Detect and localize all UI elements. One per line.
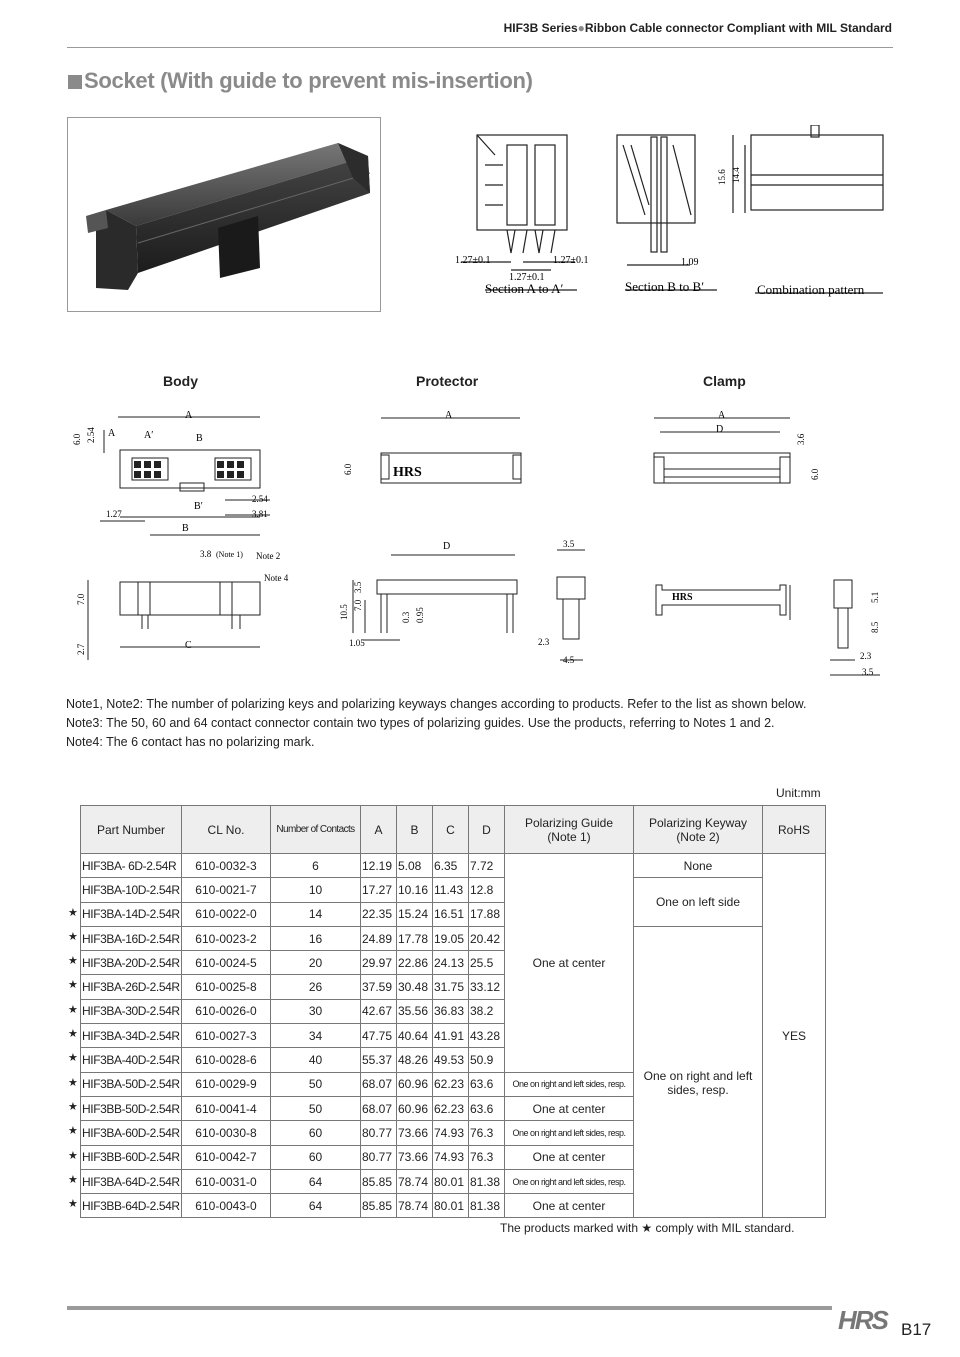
svg-text:1.27±0.1: 1.27±0.1	[455, 255, 491, 266]
part-number	[68, 1048, 182, 1072]
contacts: 60	[271, 1145, 361, 1169]
svg-text:2.3: 2.3	[538, 637, 550, 647]
cl-number: 610-0026-0	[182, 999, 271, 1023]
dim-b: 40.64	[397, 1024, 433, 1048]
contacts: 10	[271, 878, 361, 902]
square-bullet-icon	[68, 75, 82, 89]
col-keyway: Polarizing Keyway (Note 2)	[634, 806, 763, 854]
table-row	[81, 926, 826, 950]
polarizing-guide: One on right and left sides, resp.	[505, 1169, 634, 1193]
table-row	[81, 878, 826, 902]
table-header	[81, 806, 826, 854]
part-number-text: HIF3BB-64D-2.54R	[82, 1198, 180, 1213]
mil-star-icon: ★	[68, 930, 78, 943]
svg-text:14.4: 14.4	[731, 167, 741, 183]
dim-a: 85.85	[361, 1194, 397, 1218]
svg-text:B: B	[196, 433, 203, 444]
dim-c: 62.23	[433, 1096, 469, 1120]
dim-d: 17.88	[469, 902, 505, 926]
contacts: 26	[271, 975, 361, 999]
dim-b: 30.48	[397, 975, 433, 999]
header-subtitle: Ribbon Cable connector Compliant with MIL Standard	[584, 21, 892, 35]
dim-c: 62.23	[433, 1072, 469, 1096]
dim-a: 22.35	[361, 902, 397, 926]
svg-text:B: B	[182, 523, 189, 534]
dim-d: 7.72	[469, 854, 505, 878]
svg-text:6.0: 6.0	[72, 433, 82, 445]
part-number-text: HIF3BA- 6D-2.54R	[82, 858, 177, 873]
cl-number: 610-0042-7	[182, 1145, 271, 1169]
svg-text:0.3: 0.3	[401, 611, 411, 623]
part-number-text: HIF3BA-40D-2.54R	[82, 1053, 180, 1068]
svg-text:D: D	[716, 424, 724, 435]
dim-d: 50.9	[469, 1048, 505, 1072]
dim-c: 74.93	[433, 1145, 469, 1169]
svg-text:7.0: 7.0	[76, 593, 86, 605]
svg-text:3.5: 3.5	[862, 667, 874, 677]
page-title	[68, 68, 533, 94]
col-c: C	[433, 806, 469, 854]
clamp-label: Clamp	[703, 373, 746, 389]
svg-text:1.27: 1.27	[106, 509, 122, 519]
part-number-text: HIF3BB-60D-2.54R	[82, 1150, 180, 1165]
svg-text:B′: B′	[194, 501, 203, 512]
svg-text:0.95: 0.95	[415, 607, 425, 623]
part-number-text: HIF3BA-10D-2.54R	[82, 882, 180, 897]
dim-c: 16.51	[433, 902, 469, 926]
section-drawings	[455, 125, 895, 305]
dim-c: 11.43	[433, 878, 469, 902]
svg-text:5.1: 5.1	[870, 591, 880, 603]
svg-text:D: D	[443, 541, 451, 552]
polarizing-guide: One on right and left sides, resp.	[505, 1121, 634, 1145]
dim-b: 22.86	[397, 951, 433, 975]
contacts: 40	[271, 1048, 361, 1072]
svg-text:2.54: 2.54	[86, 427, 96, 443]
svg-text:1.05: 1.05	[349, 638, 365, 648]
dim-d: 81.38	[469, 1194, 505, 1218]
dim-b: 35.56	[397, 999, 433, 1023]
dim-b: 60.96	[397, 1072, 433, 1096]
mil-star-icon: ★	[68, 1100, 78, 1113]
mil-star-icon: ★	[68, 1125, 78, 1138]
svg-text:HRS: HRS	[672, 592, 693, 603]
contacts: 50	[271, 1096, 361, 1120]
svg-text:15.6: 15.6	[717, 169, 727, 185]
body-drawing	[70, 405, 305, 660]
contacts: 64	[271, 1194, 361, 1218]
part-number	[68, 1145, 182, 1169]
title-text: Socket (With guide to prevent mis-insertion)	[84, 68, 533, 93]
svg-text:1.27±0.1: 1.27±0.1	[509, 272, 545, 283]
cl-number: 610-0030-8	[182, 1121, 271, 1145]
footnote: The products marked with ★ comply with MIL standard.	[500, 1221, 795, 1235]
cl-number: 610-0021-7	[182, 878, 271, 902]
dim-b: 60.96	[397, 1096, 433, 1120]
cl-number: 610-0022-0	[182, 902, 271, 926]
footer-rule	[67, 1306, 832, 1310]
dim-d: 43.28	[469, 1024, 505, 1048]
note-1: Note1, Note2: The number of polarizing keys and polarizing keyways changes according to products. Refer to the list as shown below.	[66, 697, 807, 711]
dim-a: 37.59	[361, 975, 397, 999]
polarizing-keyway: None	[634, 854, 763, 878]
cl-number: 610-0028-6	[182, 1048, 271, 1072]
mil-star-icon: ★	[68, 1076, 78, 1089]
svg-text:3.6: 3.6	[796, 433, 806, 445]
polarizing-keyway: One on right and left sides, resp.	[634, 926, 763, 1218]
dim-a: 24.89	[361, 926, 397, 950]
page-number: B17	[901, 1320, 932, 1339]
dim-a: 80.77	[361, 1145, 397, 1169]
mil-star-icon: ★	[68, 1198, 78, 1211]
dim-a: 80.77	[361, 1121, 397, 1145]
svg-text:2.54: 2.54	[252, 494, 268, 504]
svg-text:A: A	[185, 410, 193, 421]
svg-text:Combination pattern: Combination pattern	[757, 282, 865, 297]
mil-star-icon: ★	[68, 1028, 78, 1041]
svg-text:3.8: 3.8	[200, 549, 212, 559]
svg-text:3.5: 3.5	[563, 539, 575, 549]
dim-b: 73.66	[397, 1145, 433, 1169]
mil-star-icon: ★	[68, 1052, 78, 1065]
body-label: Body	[163, 373, 198, 389]
dim-d: 12.8	[469, 878, 505, 902]
dim-d: 33.12	[469, 975, 505, 999]
dim-d: 81.38	[469, 1169, 505, 1193]
dim-b: 78.74	[397, 1194, 433, 1218]
col-contacts: Number of Contacts	[271, 806, 361, 854]
contacts: 20	[271, 951, 361, 975]
dim-b: 17.78	[397, 926, 433, 950]
part-number	[68, 1072, 182, 1096]
cl-number: 610-0032-3	[182, 854, 271, 878]
dim-b: 78.74	[397, 1169, 433, 1193]
svg-text:Note 2: Note 2	[256, 551, 281, 561]
svg-text:4.5: 4.5	[563, 655, 575, 665]
series-name: HIF3B Series	[503, 21, 578, 35]
svg-text:8.5: 8.5	[870, 621, 880, 633]
part-number	[81, 878, 182, 902]
dim-c: 49.53	[433, 1048, 469, 1072]
polarizing-guide: One at center	[505, 1145, 634, 1169]
cl-number: 610-0025-8	[182, 975, 271, 999]
dim-d: 25.5	[469, 951, 505, 975]
cl-number: 610-0029-9	[182, 1072, 271, 1096]
svg-text:C: C	[185, 640, 192, 651]
part-number-text: HIF3BA-16D-2.54R	[82, 931, 180, 946]
dim-b: 15.24	[397, 902, 433, 926]
svg-text:1.09: 1.09	[681, 257, 699, 268]
part-number	[68, 999, 182, 1023]
part-number-text: HIF3BA-20D-2.54R	[82, 955, 180, 970]
cl-number: 610-0041-4	[182, 1096, 271, 1120]
col-d: D	[469, 806, 505, 854]
cl-number: 610-0027-3	[182, 1024, 271, 1048]
polarizing-guide: One at center	[505, 854, 634, 1073]
mil-star-icon: ★	[68, 1003, 78, 1016]
part-number-text: HIF3BA-50D-2.54R	[82, 1077, 180, 1092]
part-number	[68, 1096, 182, 1120]
svg-text:A: A	[108, 428, 116, 439]
contacts: 64	[271, 1169, 361, 1193]
contacts: 60	[271, 1121, 361, 1145]
dim-c: 74.93	[433, 1121, 469, 1145]
svg-text:A′: A′	[144, 430, 154, 441]
dim-a: 47.75	[361, 1024, 397, 1048]
svg-text:10.5: 10.5	[339, 604, 349, 620]
svg-text:(Note 1): (Note 1)	[216, 550, 243, 559]
col-part: Part Number	[81, 806, 182, 854]
mil-star-icon: ★	[68, 906, 78, 919]
bullet-icon: ●	[577, 21, 585, 35]
svg-text:3.81: 3.81	[252, 509, 268, 519]
part-number	[68, 1024, 182, 1048]
part-number-text: HIF3BA-60D-2.54R	[82, 1125, 180, 1140]
dim-d: 20.42	[469, 926, 505, 950]
part-number	[68, 951, 182, 975]
dim-a: 68.07	[361, 1096, 397, 1120]
dim-a: 29.97	[361, 951, 397, 975]
svg-text:2.7: 2.7	[76, 643, 86, 655]
dim-b: 10.16	[397, 878, 433, 902]
dim-d: 63.6	[469, 1072, 505, 1096]
cl-number: 610-0023-2	[182, 926, 271, 950]
part-number	[68, 926, 182, 950]
contacts: 50	[271, 1072, 361, 1096]
note-3: Note3: The 50, 60 and 64 contact connector contain two types of polarizing guides. Use the products, referring to Notes 1 and 2.	[66, 716, 775, 730]
col-a: A	[361, 806, 397, 854]
clamp-drawing	[640, 405, 885, 685]
svg-text:HRS: HRS	[393, 465, 422, 480]
contacts: 34	[271, 1024, 361, 1048]
col-cl: CL No.	[182, 806, 271, 854]
protector-drawing	[335, 405, 595, 670]
protector-label: Protector	[416, 373, 479, 389]
part-number-text: HIF3BA-34D-2.54R	[82, 1028, 180, 1043]
dim-a: 42.67	[361, 999, 397, 1023]
svg-text:3.5: 3.5	[353, 581, 363, 593]
part-number	[68, 1121, 182, 1145]
polarizing-guide: One on right and left sides, resp.	[505, 1072, 634, 1096]
mil-star-icon: ★	[68, 1173, 78, 1186]
dim-c: 31.75	[433, 975, 469, 999]
header-rule	[67, 47, 893, 48]
mil-star-icon: ★	[68, 1149, 78, 1162]
svg-text:1.27±0.1: 1.27±0.1	[553, 255, 589, 266]
unit-label: Unit:mm	[776, 786, 821, 800]
part-number-text: HIF3BA-30D-2.54R	[82, 1004, 180, 1019]
svg-text:7.0: 7.0	[353, 599, 363, 611]
table-row	[81, 854, 826, 878]
col-rohs: RoHS	[763, 806, 826, 854]
dim-b: 48.26	[397, 1048, 433, 1072]
notes	[66, 695, 806, 752]
dim-a: 17.27	[361, 878, 397, 902]
hrs-logo: HRS	[838, 1305, 887, 1335]
dim-d: 76.3	[469, 1145, 505, 1169]
dim-a: 12.19	[361, 854, 397, 878]
dim-b: 73.66	[397, 1121, 433, 1145]
product-photo	[67, 117, 381, 312]
mil-star-icon: ★	[68, 979, 78, 992]
contacts: 30	[271, 999, 361, 1023]
svg-text:A: A	[718, 410, 726, 421]
dim-b: 5.08	[397, 854, 433, 878]
note-4: Note4: The 6 contact has no polarizing mark.	[66, 735, 315, 749]
part-number	[81, 854, 182, 878]
svg-text:Section A to A′: Section A to A′	[485, 281, 564, 296]
dim-a: 55.37	[361, 1048, 397, 1072]
col-b: B	[397, 806, 433, 854]
dim-c: 80.01	[433, 1194, 469, 1218]
dim-c: 24.13	[433, 951, 469, 975]
dim-c: 41.91	[433, 1024, 469, 1048]
dim-a: 68.07	[361, 1072, 397, 1096]
part-number-text: HIF3BA-14D-2.54R	[82, 907, 180, 922]
col-guide: Polarizing Guide (Note 1)	[505, 806, 634, 854]
cl-number: 610-0024-5	[182, 951, 271, 975]
svg-text:Section B to B′: Section B to B′	[625, 279, 705, 294]
contacts: 6	[271, 854, 361, 878]
contacts: 16	[271, 926, 361, 950]
dim-c: 36.83	[433, 999, 469, 1023]
dim-c: 6.35	[433, 854, 469, 878]
svg-text:A: A	[445, 410, 453, 421]
part-number	[68, 1169, 182, 1193]
dim-a: 85.85	[361, 1169, 397, 1193]
cl-number: 610-0043-0	[182, 1194, 271, 1218]
polarizing-guide: One at center	[505, 1194, 634, 1218]
rohs: YES	[763, 854, 826, 1218]
svg-text:Note 4: Note 4	[264, 573, 289, 583]
part-number	[68, 902, 182, 926]
svg-text:6.0: 6.0	[810, 468, 820, 480]
dim-c: 19.05	[433, 926, 469, 950]
page-header	[504, 21, 892, 35]
spec-table	[68, 805, 826, 1218]
polarizing-keyway: One on left side	[634, 878, 763, 927]
part-number-text: HIF3BB-50D-2.54R	[82, 1101, 180, 1116]
part-number-text: HIF3BA-64D-2.54R	[82, 1174, 180, 1189]
svg-text:2.3: 2.3	[860, 651, 872, 661]
mil-star-icon: ★	[68, 955, 78, 968]
svg-text:6.0: 6.0	[343, 463, 353, 475]
contacts: 14	[271, 902, 361, 926]
part-number	[68, 975, 182, 999]
dim-c: 80.01	[433, 1169, 469, 1193]
dim-d: 63.6	[469, 1096, 505, 1120]
dim-d: 38.2	[469, 999, 505, 1023]
dim-d: 76.3	[469, 1121, 505, 1145]
cl-number: 610-0031-0	[182, 1169, 271, 1193]
part-number	[68, 1194, 182, 1218]
part-number-text: HIF3BA-26D-2.54R	[82, 980, 180, 995]
polarizing-guide: One at center	[505, 1096, 634, 1120]
